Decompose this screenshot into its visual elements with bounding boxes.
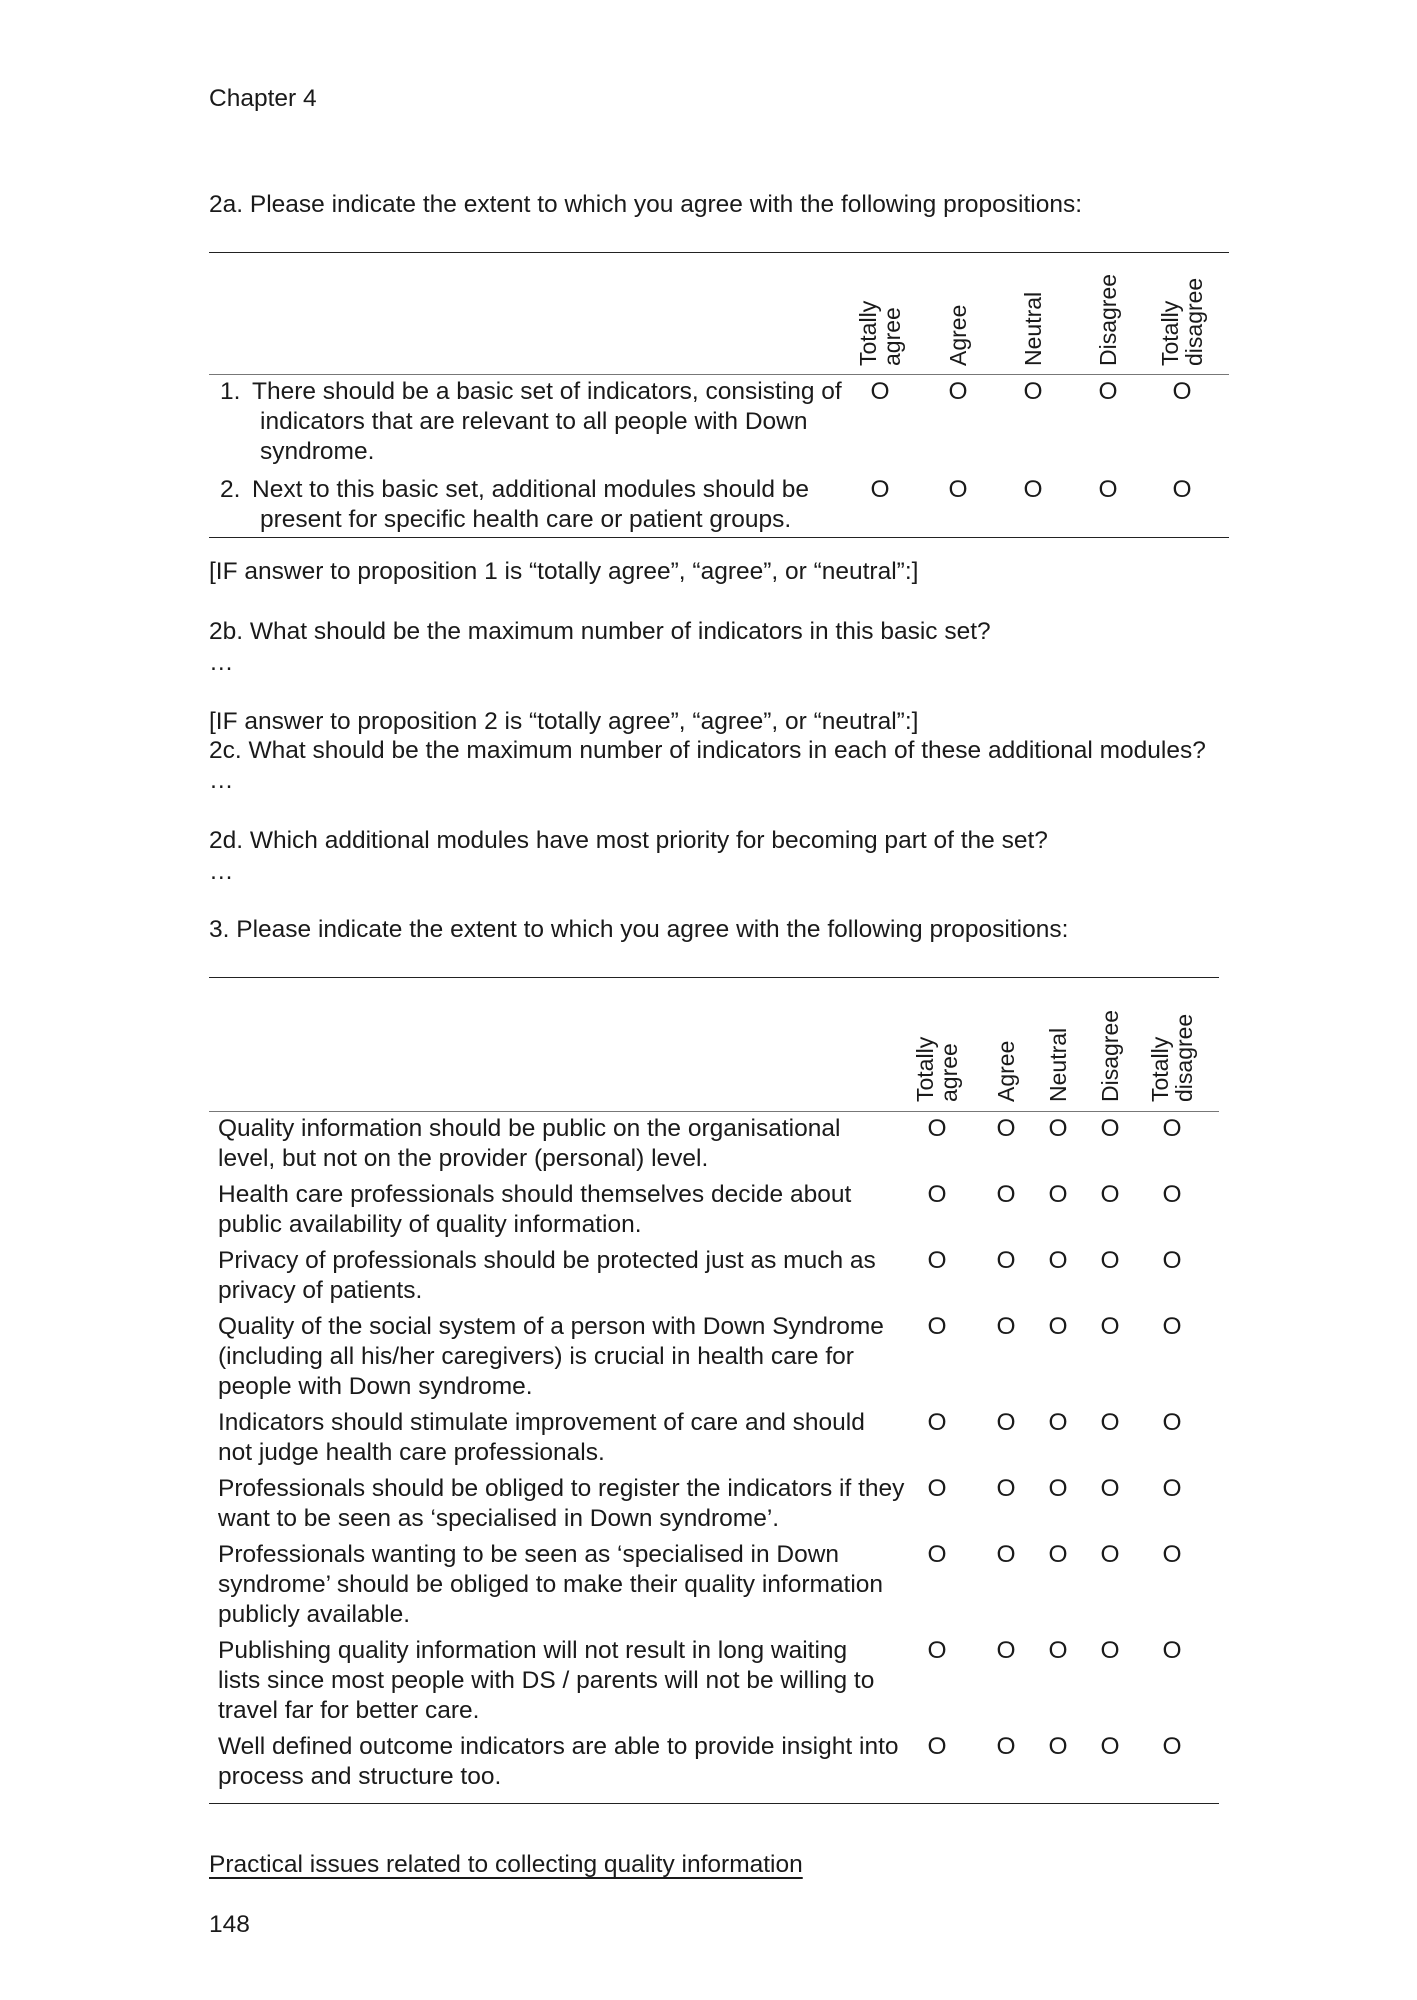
radio-option[interactable]: O [996, 1541, 1016, 1568]
radio-option[interactable]: O [927, 1409, 947, 1436]
radio-option[interactable]: O [927, 1115, 947, 1142]
radio-option[interactable]: O [1023, 378, 1043, 405]
question-2b-answer: … [209, 649, 234, 676]
radio-option[interactable]: O [996, 1637, 1016, 1664]
radio-option[interactable]: O [1048, 1475, 1068, 1502]
proposition-text-line: want to be seen as ‘specialised in Down syndrome’. [218, 1505, 780, 1532]
column-header [856, 301, 904, 366]
radio-option[interactable]: O [1098, 476, 1118, 503]
radio-option[interactable]: O [1162, 1541, 1182, 1568]
column-header-line: agree [936, 1043, 962, 1102]
column-header-line: disagree [1171, 1013, 1197, 1102]
column-header [1021, 292, 1045, 366]
proposition-number: 1. [220, 378, 241, 405]
radio-option[interactable]: O [1048, 1637, 1068, 1664]
radio-option[interactable]: O [1162, 1409, 1182, 1436]
proposition-text-line: level, but not on the provider (personal) level. [218, 1145, 709, 1172]
table-3-header-rule [209, 1111, 1219, 1112]
radio-option[interactable]: O [927, 1475, 947, 1502]
radio-option[interactable]: O [1100, 1541, 1120, 1568]
radio-option[interactable]: O [1172, 378, 1192, 405]
radio-option[interactable]: O [996, 1247, 1016, 1274]
radio-option[interactable]: O [996, 1313, 1016, 1340]
proposition-text-line: (including all his/her caregivers) is crucial in health care for [218, 1343, 854, 1370]
proposition-text-line: There should be a basic set of indicators, consisting of [252, 378, 842, 405]
chapter-header: Chapter 4 [209, 85, 317, 112]
radio-option[interactable]: O [1162, 1247, 1182, 1274]
radio-option[interactable]: O [927, 1181, 947, 1208]
column-header [946, 305, 970, 366]
column-header-line: Neutral [1045, 1027, 1071, 1102]
column-header [1158, 278, 1206, 366]
column-header-line: Agree [993, 1040, 1019, 1102]
column-header [1046, 1028, 1070, 1102]
question-2c-answer: … [209, 767, 234, 794]
proposition-text-line: Professionals wanting to be seen as ‘specialised in Down [218, 1541, 840, 1568]
condition-proposition-1: [IF answer to proposition 1 is “totally agree”, “agree”, or “neutral”:] [209, 558, 919, 585]
radio-option[interactable]: O [1100, 1475, 1120, 1502]
question-2c: 2c. What should be the maximum number of indicators in each of these additional modules? [209, 737, 1206, 764]
proposition-text-line: privacy of patients. [218, 1277, 423, 1304]
proposition-number: 2. [220, 476, 241, 503]
proposition-text-line: Quality information should be public on the organisational [218, 1115, 841, 1142]
radio-option[interactable]: O [927, 1313, 947, 1340]
proposition-text-line: Professionals should be obliged to register the indicators if they [218, 1475, 905, 1502]
proposition-text-line: Next to this basic set, additional modules should be [252, 476, 810, 503]
proposition-text-line: Privacy of professionals should be protected just as much as [218, 1247, 876, 1274]
radio-option[interactable]: O [1162, 1181, 1182, 1208]
column-header [1096, 274, 1120, 366]
radio-option[interactable]: O [1100, 1247, 1120, 1274]
column-header-line: Agree [945, 304, 971, 366]
radio-option[interactable]: O [1100, 1637, 1120, 1664]
column-header-line: agree [879, 307, 905, 366]
radio-option[interactable]: O [996, 1115, 1016, 1142]
question-2d-answer: … [209, 858, 234, 885]
table-2a-header-rule [209, 374, 1229, 375]
radio-option[interactable]: O [927, 1637, 947, 1664]
table-2a-top-rule [209, 252, 1229, 253]
radio-option[interactable]: O [1100, 1181, 1120, 1208]
table-3-top-rule [209, 977, 1219, 978]
radio-option[interactable]: O [1023, 476, 1043, 503]
proposition-text-line: travel far for better care. [218, 1697, 480, 1724]
radio-option[interactable]: O [1098, 378, 1118, 405]
proposition-text-line: syndrome. [260, 438, 375, 465]
column-header-line: Disagree [1097, 1009, 1123, 1102]
radio-option[interactable]: O [1048, 1181, 1068, 1208]
radio-option[interactable]: O [1162, 1475, 1182, 1502]
radio-option[interactable]: O [1162, 1637, 1182, 1664]
radio-option[interactable]: O [1162, 1115, 1182, 1142]
column-header [913, 1037, 961, 1102]
proposition-text-line: present for specific health care or patient groups. [260, 506, 792, 533]
radio-option[interactable]: O [1048, 1313, 1068, 1340]
question-2a-intro: 2a. Please indicate the extent to which you agree with the following propositions: [209, 191, 1083, 218]
column-header-line: Neutral [1020, 291, 1046, 366]
radio-option[interactable]: O [927, 1541, 947, 1568]
radio-option[interactable]: O [1162, 1313, 1182, 1340]
radio-option[interactable]: O [1048, 1247, 1068, 1274]
proposition-text-line: Health care professionals should themselves decide about [218, 1181, 852, 1208]
column-header-line: disagree [1181, 277, 1207, 366]
column-header-line: Totally [1157, 300, 1183, 366]
proposition-text-line: Publishing quality information will not result in long waiting [218, 1637, 848, 1664]
question-2d: 2d. Which additional modules have most priority for becoming part of the set? [209, 827, 1048, 854]
radio-option[interactable]: O [870, 476, 890, 503]
radio-option[interactable]: O [1172, 476, 1192, 503]
column-header-line: Disagree [1095, 273, 1121, 366]
proposition-text-line: people with Down syndrome. [218, 1373, 533, 1400]
proposition-text-line: Well defined outcome indicators are able to provide insight into [218, 1733, 899, 1760]
proposition-text-line: publicly available. [218, 1601, 411, 1628]
column-header-line: Totally [1147, 1036, 1173, 1102]
proposition-text-line: lists since most people with DS / parents will not be willing to [218, 1667, 875, 1694]
radio-option[interactable]: O [927, 1733, 947, 1760]
column-header-line: Totally [912, 1036, 938, 1102]
radio-option[interactable]: O [1048, 1409, 1068, 1436]
radio-option[interactable]: O [927, 1247, 947, 1274]
radio-option[interactable]: O [1100, 1313, 1120, 1340]
radio-option[interactable]: O [948, 476, 968, 503]
radio-option[interactable]: O [1162, 1733, 1182, 1760]
question-3-intro: 3. Please indicate the extent to which you agree with the following propositions: [209, 916, 1069, 943]
table-3-bottom-rule [209, 1803, 1219, 1804]
condition-proposition-2: [IF answer to proposition 2 is “totally agree”, “agree”, or “neutral”:] [209, 708, 919, 735]
column-header [994, 1041, 1018, 1102]
radio-option[interactable]: O [1100, 1115, 1120, 1142]
radio-option[interactable]: O [996, 1475, 1016, 1502]
radio-option[interactable]: O [1100, 1733, 1120, 1760]
column-header [1098, 1010, 1122, 1102]
radio-option[interactable]: O [1048, 1733, 1068, 1760]
column-header-line: Totally [855, 300, 881, 366]
proposition-text-line: Indicators should stimulate improvement of care and should [218, 1409, 865, 1436]
proposition-text-line: process and structure too. [218, 1763, 502, 1790]
proposition-text-line: public availability of quality information. [218, 1211, 642, 1238]
radio-option[interactable]: O [996, 1733, 1016, 1760]
proposition-text-line: Quality of the social system of a person with Down Syndrome [218, 1313, 884, 1340]
section-heading: Practical issues related to collecting quality information [209, 1851, 803, 1878]
page-number: 148 [209, 1911, 250, 1938]
radio-option[interactable]: O [1048, 1115, 1068, 1142]
radio-option[interactable]: O [870, 378, 890, 405]
question-2b: 2b. What should be the maximum number of indicators in this basic set? [209, 618, 991, 645]
radio-option[interactable]: O [948, 378, 968, 405]
radio-option[interactable]: O [1048, 1541, 1068, 1568]
proposition-text-line: indicators that are relevant to all people with Down [260, 408, 808, 435]
table-2a-bottom-rule [209, 537, 1229, 538]
radio-option[interactable]: O [996, 1181, 1016, 1208]
proposition-text-line: not judge health care professionals. [218, 1439, 605, 1466]
radio-option[interactable]: O [996, 1409, 1016, 1436]
radio-option[interactable]: O [1100, 1409, 1120, 1436]
proposition-text-line: syndrome’ should be obliged to make their quality information [218, 1571, 884, 1598]
column-header [1148, 1014, 1196, 1102]
